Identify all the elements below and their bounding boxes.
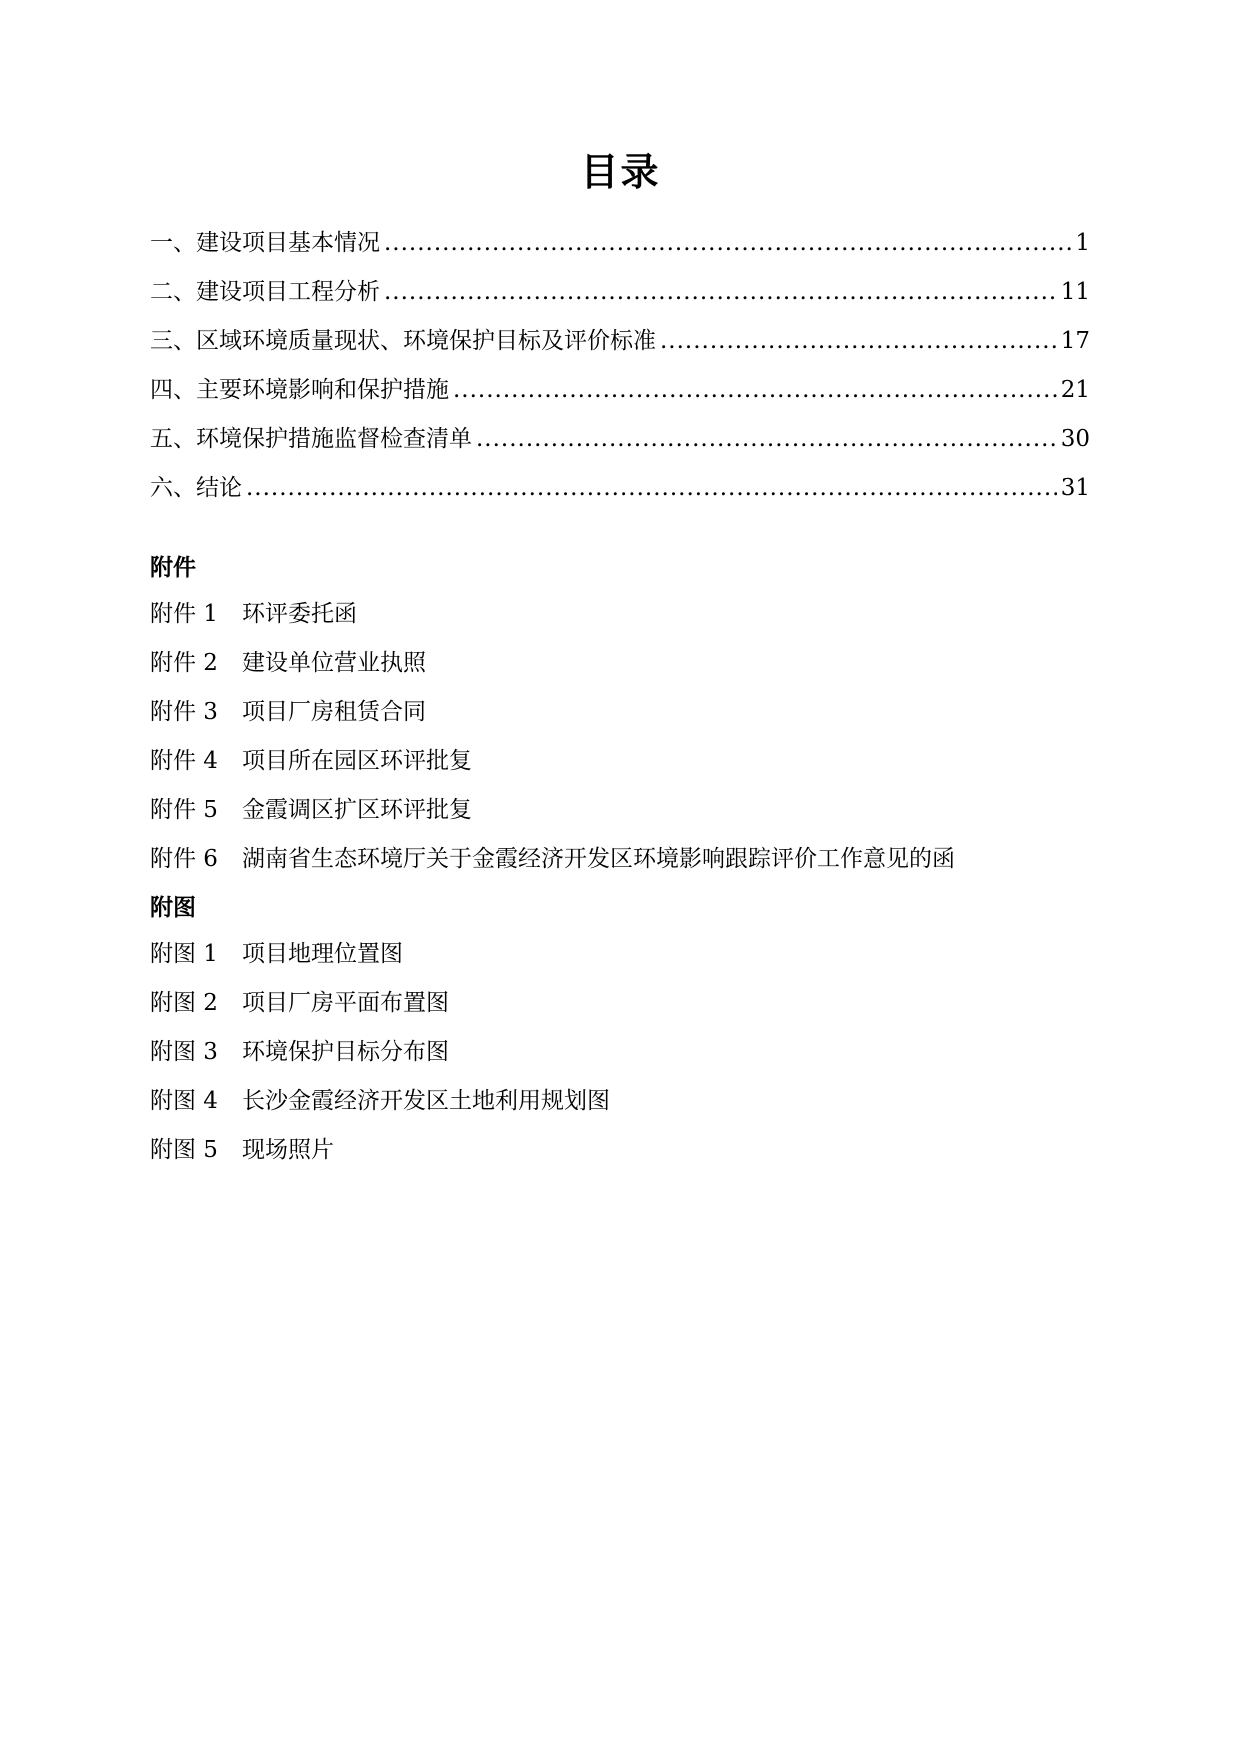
figure-text: 项目厂房平面布置图 <box>242 990 449 1016</box>
attachments-heading: 附件 <box>150 555 196 581</box>
toc-entry[interactable] <box>150 317 1090 366</box>
toc-entry[interactable] <box>150 464 1090 513</box>
toc-entry-label: 三、区域环境质量现状、环境保护目标及评价标准 <box>150 328 656 354</box>
toc-dot-leader <box>660 317 1057 366</box>
toc-entry-label: 一、建设项目基本情况 <box>150 230 380 256</box>
attachment-text: 金霞调区扩区环评批复 <box>242 797 472 823</box>
attachment-text: 项目所在园区环评批复 <box>242 748 472 774</box>
figure-text: 长沙金霞经济开发区土地利用规划图 <box>242 1088 610 1114</box>
toc-entry-page: 30 <box>1060 426 1090 452</box>
figure-item[interactable] <box>150 930 1090 979</box>
figure-item[interactable] <box>150 1126 1090 1175</box>
toc-dot-leader <box>246 464 1057 513</box>
figures-heading: 附图 <box>150 895 196 921</box>
toc-list <box>150 219 1090 513</box>
toc-dot-leader <box>476 415 1057 464</box>
toc-entry-label: 二、建设项目工程分析 <box>150 279 380 305</box>
attachment-text: 环评委托函 <box>242 601 357 627</box>
figure-text: 项目地理位置图 <box>242 941 403 967</box>
figure-item[interactable] <box>150 1077 1090 1126</box>
toc-entry-label: 四、主要环境影响和保护措施 <box>150 377 449 403</box>
toc-entry-label: 六、结论 <box>150 475 242 501</box>
attachment-item[interactable] <box>150 688 1090 737</box>
attachment-item[interactable] <box>150 737 1090 786</box>
toc-dot-leader <box>453 366 1057 415</box>
attachment-code: 附件 6 <box>150 846 218 872</box>
page-title: 目录 <box>580 150 661 194</box>
attachment-item[interactable] <box>150 786 1090 835</box>
toc-dot-leader <box>384 219 1071 268</box>
figure-code: 附图 2 <box>150 990 218 1016</box>
toc-entry-label: 五、环境保护措施监督检查清单 <box>150 426 472 452</box>
toc-entry[interactable] <box>150 268 1090 317</box>
attachment-text: 建设单位营业执照 <box>242 650 426 676</box>
figure-item[interactable] <box>150 979 1090 1028</box>
toc-entry-page: 31 <box>1060 475 1090 501</box>
attachment-code: 附件 3 <box>150 699 218 725</box>
attachments-list <box>150 590 1090 884</box>
figure-code: 附图 1 <box>150 941 218 967</box>
figure-text: 现场照片 <box>242 1137 334 1163</box>
figure-code: 附图 3 <box>150 1039 218 1065</box>
toc-entry-page: 11 <box>1060 279 1090 305</box>
attachment-item[interactable] <box>150 835 1090 884</box>
toc-dot-leader <box>384 268 1057 317</box>
figure-code: 附图 4 <box>150 1088 218 1114</box>
toc-entry[interactable] <box>150 219 1090 268</box>
toc-entry-page: 17 <box>1060 328 1090 354</box>
attachment-text: 项目厂房租赁合同 <box>242 699 426 725</box>
figure-item[interactable] <box>150 1028 1090 1077</box>
figure-code: 附图 5 <box>150 1137 218 1163</box>
attachment-text: 湖南省生态环境厅关于金霞经济开发区环境影响跟踪评价工作意见的函 <box>242 846 955 872</box>
attachment-code: 附件 2 <box>150 650 218 676</box>
attachment-code: 附件 1 <box>150 601 218 627</box>
attachment-item[interactable] <box>150 590 1090 639</box>
attachment-code: 附件 5 <box>150 797 218 823</box>
figures-list <box>150 930 1090 1175</box>
toc-entry-page: 21 <box>1060 377 1090 403</box>
toc-entry[interactable] <box>150 366 1090 415</box>
attachment-code: 附件 4 <box>150 748 218 774</box>
attachment-item[interactable] <box>150 639 1090 688</box>
toc-entry[interactable] <box>150 415 1090 464</box>
figure-text: 环境保护目标分布图 <box>242 1039 449 1065</box>
toc-entry-page: 1 <box>1075 230 1090 256</box>
